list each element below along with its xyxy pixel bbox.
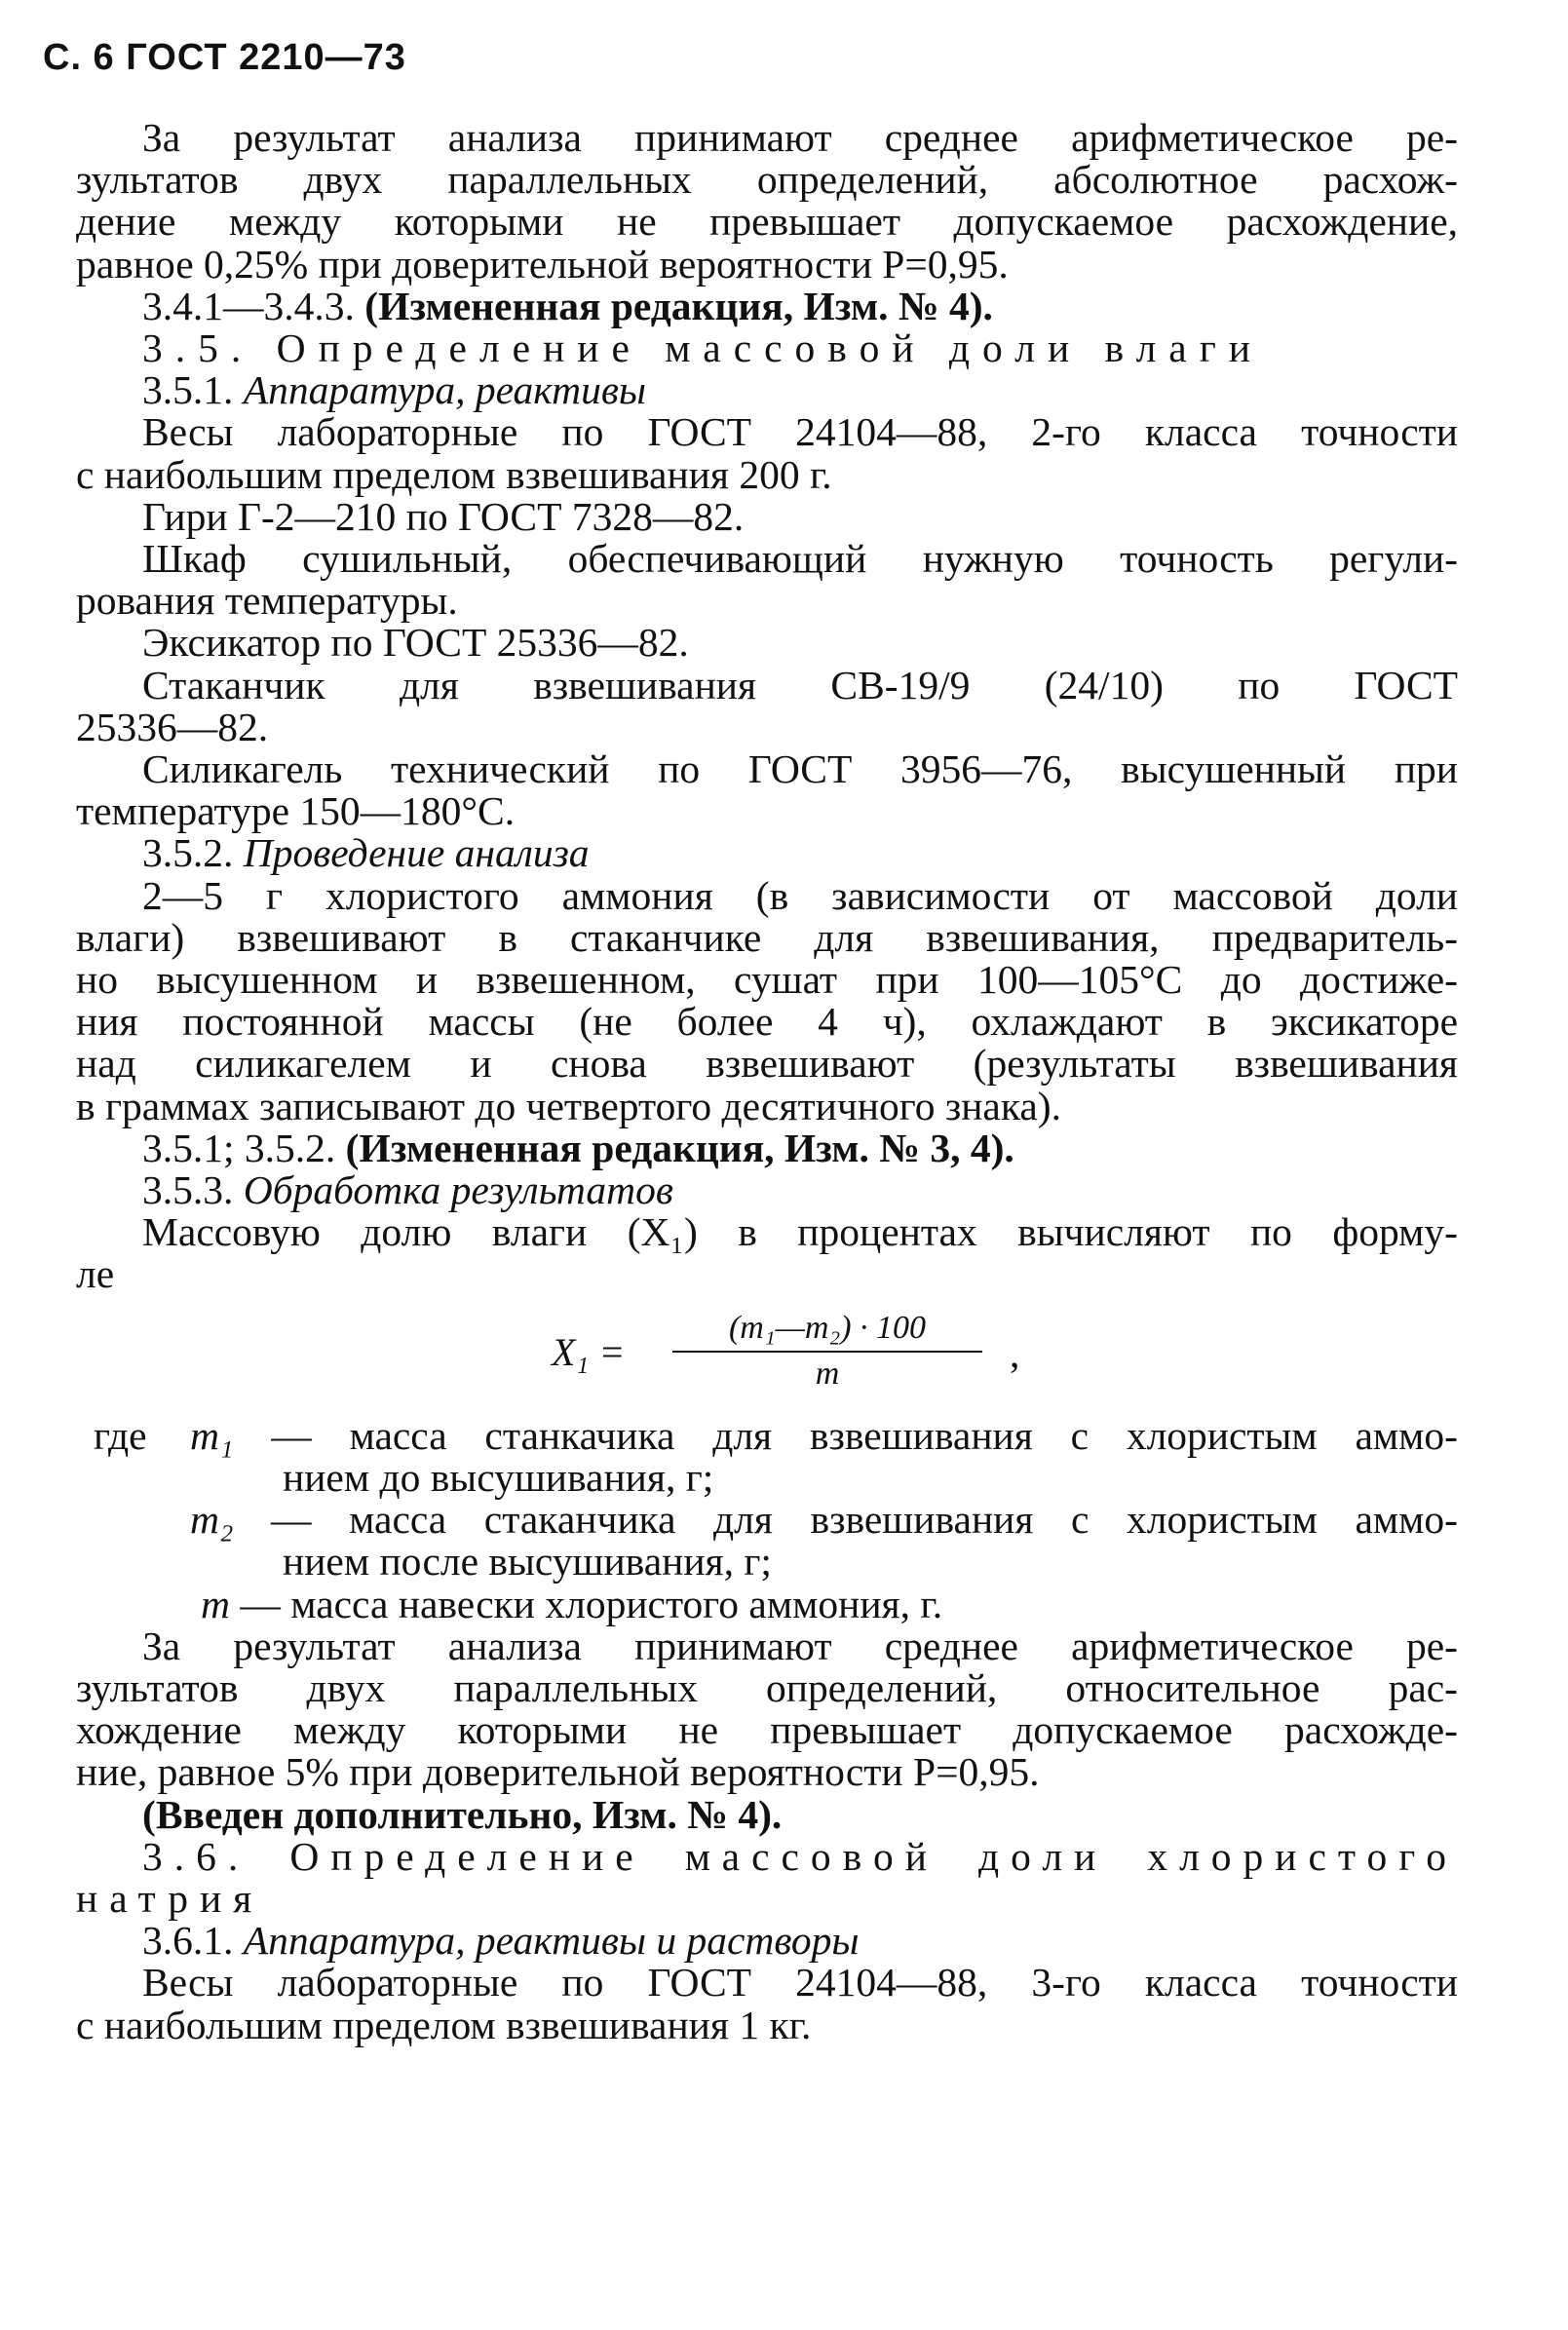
legend-symbol: m₂ bbox=[190, 1497, 234, 1543]
subsection-heading-3-6-1 bbox=[76, 1920, 1458, 1962]
document-body bbox=[76, 117, 1458, 2046]
note-ref: 3.4.1—3.4.3. bbox=[142, 283, 365, 328]
paragraph-result-relative bbox=[76, 1625, 1458, 1794]
text-line: 2—5 г хлористого аммония (в зависимости от массовой доли bbox=[142, 872, 1458, 918]
text-line: За результат анализа принимают среднее арифметическое ре- bbox=[142, 1623, 1458, 1668]
text-line: рования температуры. bbox=[76, 578, 458, 624]
note-text: (Измененная редакция, Изм. № 4). bbox=[364, 283, 993, 328]
legend-text: — масса стаканчика для взвешивания с хлористым аммо- bbox=[233, 1497, 1458, 1543]
formula-comma: , bbox=[1010, 1330, 1020, 1376]
formula-denominator: m bbox=[815, 1355, 840, 1392]
amendment-note bbox=[76, 283, 1458, 328]
legend-line bbox=[76, 1499, 1458, 1541]
paragraph-procedure bbox=[76, 872, 1458, 1128]
text-line: Весы лабораторные по ГОСТ 24104—88, 3-го класса точности bbox=[142, 1960, 1458, 2005]
subsection-heading-3-5-2 bbox=[76, 832, 1458, 874]
text-line: Стаканчик для взвешивания СВ-19/9 (24/10) по ГОСТ bbox=[142, 662, 1458, 707]
text-line: в граммах записывают до четвертого десятичного знака). bbox=[76, 1083, 1061, 1128]
text-line: температуре 150—180°C. bbox=[76, 788, 516, 834]
section-heading-3-5: 3.5. Определение массовой доли влаги bbox=[142, 325, 1263, 371]
text-line: ле bbox=[76, 1251, 115, 1297]
text-line: 25336—82. bbox=[76, 704, 269, 749]
text-line: Шкаф сушильный, обеспечивающий нужную точность регули- bbox=[142, 536, 1458, 582]
text-line: с наибольшим пределом взвешивания 1 кг. bbox=[76, 2002, 812, 2047]
text-line: За результат анализа принимают среднее арифметическое ре- bbox=[142, 115, 1458, 160]
text-line: ния постоянной массы (не более 4 ч), охлаждают в эксикаторе bbox=[76, 999, 1458, 1045]
text-line: Силикагель технический по ГОСТ 3956—76, высушенный при bbox=[142, 746, 1458, 792]
text-line: равное 0,25% при доверительной вероятности P=0,95. bbox=[76, 241, 1009, 286]
subsection-heading-3-5-3 bbox=[76, 1169, 1458, 1211]
subsection-heading-3-5-1 bbox=[76, 369, 1458, 411]
legend-symbol: m bbox=[201, 1581, 230, 1626]
formula-lhs: X₁ = bbox=[552, 1329, 626, 1374]
section-heading-3-6-cont: натрия bbox=[76, 1875, 264, 1921]
subsection-number: 3.5.3. bbox=[142, 1167, 244, 1213]
text-line: Гири Г-2—210 по ГОСТ 7328—82. bbox=[142, 493, 745, 539]
text-line: но высушенном и взвешенном, сушат при 100—105°C до достиже- bbox=[76, 957, 1458, 1003]
legend-text: — масса навески хлористого аммония, г. bbox=[229, 1581, 943, 1626]
subsection-title: Проведение анализа bbox=[243, 830, 590, 876]
subsection-title: Обработка результатов bbox=[243, 1167, 673, 1213]
subsection-number: 3.5.2. bbox=[142, 830, 244, 876]
text-line: ние, равное 5% при доверительной вероятности P=0,95. bbox=[76, 1749, 1040, 1795]
text-line: над силикагелем и снова взвешивают (результаты взвешивания bbox=[76, 1041, 1458, 1087]
subsection-number: 3.6.1. bbox=[142, 1918, 244, 1964]
text-line: зультатов двух параллельных определений, абсолютное расхож- bbox=[76, 157, 1458, 203]
legend-line bbox=[76, 1581, 1458, 1626]
text-line: Весы лабораторные по ГОСТ 24104—88, 2-го класса точности bbox=[142, 409, 1458, 455]
formula-numerator: (m₁—m₂) · 100 bbox=[728, 1309, 927, 1346]
formula-fraction bbox=[672, 1308, 982, 1392]
where-word: где bbox=[94, 1412, 147, 1458]
subsection-title: Аппаратура, реактивы и растворы bbox=[243, 1918, 860, 1964]
text-line: влаги) взвешивают в стаканчике для взвешивания, предваритель- bbox=[76, 914, 1458, 960]
page-header: С. 6 ГОСТ 2210—73 bbox=[43, 37, 406, 78]
paragraph-result-absolute bbox=[76, 117, 1458, 286]
text-line: Массовую долю влаги (X₁) в процентах вычисляют по форму- bbox=[142, 1209, 1458, 1255]
legend-continuation: нием до высушивания, г; bbox=[283, 1454, 714, 1500]
variable-legend bbox=[76, 1412, 1458, 1626]
text-line: Эксикатор по ГОСТ 25336—82. bbox=[142, 620, 689, 666]
formula bbox=[76, 1308, 1458, 1409]
amendment-note bbox=[76, 1127, 1458, 1169]
text-line: дение между которыми не превышает допускаемое расхождение, bbox=[76, 199, 1458, 245]
note-text: (Измененная редакция, Изм. № 3, 4). bbox=[345, 1125, 1014, 1170]
text-line: зультатов двух параллельных определений, относительное рас- bbox=[76, 1664, 1458, 1710]
fraction-bar bbox=[672, 1351, 982, 1353]
legend-line bbox=[76, 1412, 1458, 1458]
subsection-title: Аппаратура, реактивы bbox=[243, 367, 646, 413]
legend-text: — масса станкачика для взвешивания с хлористым аммо- bbox=[233, 1412, 1458, 1458]
text-line: хождение между которыми не превышает допускаемое расхожде- bbox=[76, 1707, 1458, 1753]
amendment-note: (Введен дополнительно, Изм. № 4). bbox=[142, 1791, 783, 1837]
legend-symbol: m₁ bbox=[190, 1412, 234, 1458]
subsection-number: 3.5.1. bbox=[142, 367, 244, 413]
note-ref: 3.5.1; 3.5.2. bbox=[142, 1125, 346, 1170]
section-heading-3-6: 3.6. Определение массовой доли хлористого bbox=[142, 1833, 1458, 1879]
legend-continuation: нием после высушивания, г; bbox=[283, 1539, 772, 1585]
text-line: с наибольшим пределом взвешивания 200 г. bbox=[76, 451, 832, 497]
